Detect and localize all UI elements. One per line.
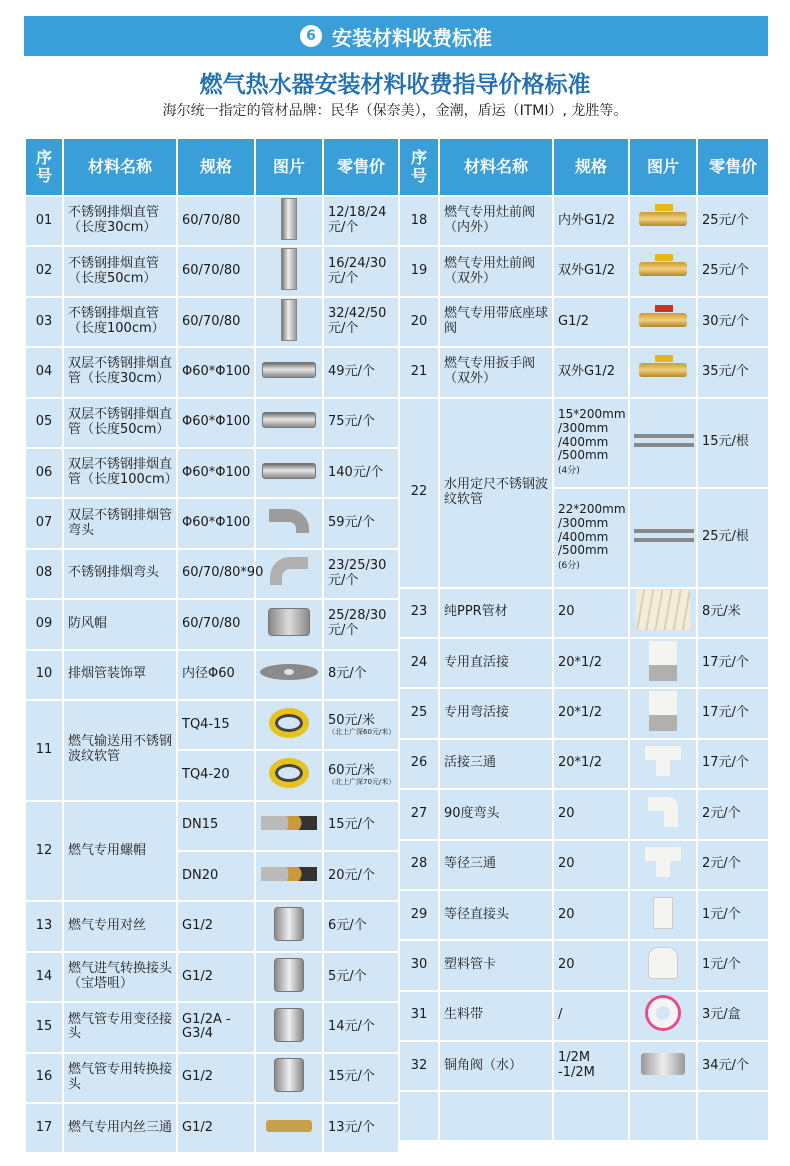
lever-valve-icon xyxy=(639,363,687,377)
item-price: 12/18/24元/个 xyxy=(323,196,399,246)
item-name: 双层不锈钢排烟管弯头 xyxy=(63,498,177,548)
table-row xyxy=(25,599,399,649)
item-spec: 20 xyxy=(553,789,629,839)
product-image-cell xyxy=(255,650,323,700)
table-row xyxy=(25,700,399,750)
table-row xyxy=(25,347,399,397)
product-image-cell xyxy=(255,398,323,448)
header-price: 零售价 xyxy=(323,138,399,196)
item-spec xyxy=(553,488,629,588)
table-row xyxy=(25,398,399,448)
ppr-elbow-icon xyxy=(648,797,678,827)
item-price: 17元/个 xyxy=(697,688,769,738)
price-text: 20元/个 xyxy=(328,867,375,883)
item-spec: 20 xyxy=(553,840,629,890)
price-text: 15元/根 xyxy=(702,434,749,450)
header-name: 材料名称 xyxy=(63,138,177,196)
hose-barb-icon xyxy=(274,958,304,992)
table-row xyxy=(399,196,769,246)
table-row xyxy=(25,297,399,347)
price-table-left xyxy=(24,137,400,1154)
item-spec: 20 xyxy=(553,940,629,990)
item-name: 双层不锈钢排烟直管（长度100cm） xyxy=(63,448,177,498)
item-number: 25 xyxy=(399,688,439,738)
item-price: 6元/个 xyxy=(323,901,399,951)
table-row xyxy=(399,588,769,638)
item-name: 塑料管卡 xyxy=(439,940,553,990)
price-note: （北上广深60元/米） xyxy=(328,727,396,736)
table-row xyxy=(399,890,769,940)
table-row xyxy=(25,1053,399,1103)
item-number: 21 xyxy=(399,347,439,397)
price-table-right xyxy=(398,137,770,1142)
table-header-row xyxy=(25,138,399,196)
straight-pipe-icon xyxy=(281,248,297,290)
item-spec: G1/2 xyxy=(553,297,629,347)
double-pipe-icon xyxy=(262,412,316,428)
product-image-cell xyxy=(629,1041,697,1091)
item-spec: 20*1/2 xyxy=(553,638,629,688)
item-price: 14元/个 xyxy=(323,1002,399,1052)
product-image-cell xyxy=(255,1002,323,1052)
item-spec: G1/2 xyxy=(177,901,255,951)
item-spec xyxy=(177,851,255,901)
item-number: 03 xyxy=(25,297,63,347)
item-name: 双层不锈钢排烟直管（长度50cm） xyxy=(63,398,177,448)
item-price: 17元/个 xyxy=(697,739,769,789)
item-name: 活接三通 xyxy=(439,739,553,789)
item-number: 28 xyxy=(399,840,439,890)
item-number: 08 xyxy=(25,549,63,599)
item-number: 02 xyxy=(25,246,63,296)
product-image-cell xyxy=(629,196,697,246)
table-row xyxy=(399,246,769,296)
item-name: 专用弯活接 xyxy=(439,688,553,738)
item-number: 19 xyxy=(399,246,439,296)
product-image-cell xyxy=(255,1053,323,1103)
elbow-pipe-icon xyxy=(270,557,308,585)
steel-hose-icon xyxy=(634,434,694,447)
item-name: 排烟管装饰罩 xyxy=(63,650,177,700)
item-name: 燃气专用扳手阀（双外） xyxy=(439,347,553,397)
empty-cell xyxy=(439,1091,553,1141)
item-spec: 60/70/80 xyxy=(177,196,255,246)
item-name: 燃气管专用变径接头 xyxy=(63,1002,177,1052)
double-elbow-icon xyxy=(269,509,309,533)
wind-cap-icon xyxy=(268,608,310,636)
item-spec: 双外G1/2 xyxy=(553,347,629,397)
spec-count: (6分) xyxy=(558,561,580,572)
product-image-cell xyxy=(629,488,697,588)
straight-pipe-icon xyxy=(281,198,297,240)
item-price: 5元/个 xyxy=(323,952,399,1002)
brand-note: 海尔统一指定的管材品牌：民华（保奈美），金潮，盾运（ITMI）, 龙胜等。 xyxy=(162,103,628,119)
item-spec xyxy=(177,750,255,800)
item-number: 15 xyxy=(25,1002,63,1052)
empty-cell xyxy=(553,1091,629,1141)
item-number: 18 xyxy=(399,196,439,246)
ppr-pipe-icon xyxy=(636,590,690,630)
item-price xyxy=(323,700,399,750)
spec-text: DN20 xyxy=(182,867,219,883)
item-price: 25元/个 xyxy=(697,196,769,246)
header-spec: 规格 xyxy=(553,138,629,196)
product-image-cell xyxy=(255,498,323,548)
product-image-cell xyxy=(255,246,323,296)
item-price: 8元/米 xyxy=(697,588,769,638)
item-name: 燃气进气转换接头（宝塔咀） xyxy=(63,952,177,1002)
ppr-coupler-icon xyxy=(653,897,673,929)
table-row xyxy=(25,196,399,246)
item-number: 13 xyxy=(25,901,63,951)
item-price xyxy=(323,851,399,901)
item-number: 12 xyxy=(25,801,63,902)
item-spec: 双外G1/2 xyxy=(553,246,629,296)
item-number: 04 xyxy=(25,347,63,397)
product-image-cell xyxy=(629,638,697,688)
item-spec: 20*1/2 xyxy=(553,688,629,738)
item-number: 23 xyxy=(399,588,439,638)
table-row xyxy=(399,347,769,397)
table-row xyxy=(25,549,399,599)
table-row xyxy=(25,901,399,951)
item-price: 75元/个 xyxy=(323,398,399,448)
item-number: 26 xyxy=(399,739,439,789)
header-price: 零售价 xyxy=(697,138,769,196)
item-price: 2元/个 xyxy=(697,840,769,890)
item-number: 05 xyxy=(25,398,63,448)
item-name: 不锈钢排烟弯头 xyxy=(63,549,177,599)
product-image-cell xyxy=(255,851,323,901)
union-tee-icon xyxy=(645,746,681,776)
item-price: 3元/盒 xyxy=(697,991,769,1041)
item-spec xyxy=(177,700,255,750)
product-image-cell xyxy=(255,901,323,951)
product-image-cell xyxy=(629,890,697,940)
product-image-cell xyxy=(255,549,323,599)
product-image-cell xyxy=(255,297,323,347)
item-number: 27 xyxy=(399,789,439,839)
item-number: 16 xyxy=(25,1053,63,1103)
item-name: 不锈钢排烟直管（长度30cm） xyxy=(63,196,177,246)
item-price: 25/28/30元/个 xyxy=(323,599,399,649)
item-spec: G1/2 xyxy=(177,952,255,1002)
product-image-cell xyxy=(629,688,697,738)
item-name: 燃气专用螺帽 xyxy=(63,801,177,902)
item-spec: Φ60*Φ100 xyxy=(177,398,255,448)
item-spec: 20 xyxy=(553,890,629,940)
item-name: 不锈钢排烟直管（长度50cm） xyxy=(63,246,177,296)
table-row xyxy=(399,688,769,738)
product-image-cell xyxy=(255,599,323,649)
straight-pipe-icon xyxy=(281,299,297,341)
adapter-icon xyxy=(274,1058,304,1092)
straight-union-icon xyxy=(649,641,677,681)
item-price: 1元/个 xyxy=(697,940,769,990)
item-price: 32/42/50元/个 xyxy=(323,297,399,347)
product-image-cell xyxy=(629,789,697,839)
item-spec: / xyxy=(553,991,629,1041)
item-spec: 20*1/2 xyxy=(553,739,629,789)
item-spec: G1/2 xyxy=(177,1103,255,1153)
steel-hose-icon xyxy=(634,529,694,542)
section-banner-text: 安装材料收费标准 xyxy=(332,25,492,50)
header-spec: 规格 xyxy=(177,138,255,196)
spec-text: DN15 xyxy=(182,817,219,833)
page-title: 燃气热水器安装材料收费指导价格标准 xyxy=(199,72,591,98)
item-spec: 60/70/80 xyxy=(177,297,255,347)
item-price: 1元/个 xyxy=(697,890,769,940)
item-spec: Φ60*Φ100 xyxy=(177,498,255,548)
item-name: 纯PPR管材 xyxy=(439,588,553,638)
table-row xyxy=(25,448,399,498)
table-row xyxy=(399,638,769,688)
item-spec: G1/2 xyxy=(177,1053,255,1103)
price-text: 50元/米 xyxy=(328,712,375,728)
cover-plate-icon xyxy=(260,664,318,680)
item-price: 140元/个 xyxy=(323,448,399,498)
empty-cell xyxy=(697,1091,769,1141)
product-image-cell xyxy=(629,246,697,296)
item-price xyxy=(323,801,399,851)
item-price xyxy=(697,398,769,488)
product-image-cell xyxy=(629,739,697,789)
table-row xyxy=(399,789,769,839)
table-row xyxy=(399,840,769,890)
item-price: 59元/个 xyxy=(323,498,399,548)
product-image-cell xyxy=(629,347,697,397)
product-image-cell xyxy=(629,940,697,990)
brass-tee-icon xyxy=(266,1120,312,1132)
angle-valve-icon xyxy=(641,1053,685,1075)
table-row xyxy=(399,739,769,789)
item-name: 燃气专用内丝三通 xyxy=(63,1103,177,1153)
empty-cell xyxy=(629,1091,697,1141)
item-number: 32 xyxy=(399,1041,439,1091)
nut-set-icon xyxy=(261,867,317,881)
item-name: 燃气专用对丝 xyxy=(63,901,177,951)
item-spec xyxy=(177,801,255,851)
spec-count: (4分) xyxy=(558,466,580,477)
product-image-cell xyxy=(255,700,323,750)
item-number: 31 xyxy=(399,991,439,1041)
item-spec: 20 xyxy=(553,588,629,638)
item-name: 燃气专用带底座球阀 xyxy=(439,297,553,347)
table-row xyxy=(25,952,399,1002)
product-image-cell xyxy=(629,398,697,488)
table-row xyxy=(399,991,769,1041)
item-name: 专用直活接 xyxy=(439,638,553,688)
spec-text: 15*200mm /300mm /400mm /500mm xyxy=(558,407,626,463)
table-row xyxy=(25,650,399,700)
product-image-cell xyxy=(255,750,323,800)
item-name: 等径直接头 xyxy=(439,890,553,940)
gas-valve-icon xyxy=(639,262,687,276)
table-row xyxy=(25,1002,399,1052)
item-price xyxy=(697,488,769,588)
pipe-clip-icon xyxy=(648,947,678,979)
table-row xyxy=(25,498,399,548)
product-image-cell xyxy=(629,588,697,638)
item-number: 11 xyxy=(25,700,63,801)
table-row xyxy=(399,297,769,347)
item-number: 06 xyxy=(25,448,63,498)
item-spec: 60/70/80*90 xyxy=(177,549,255,599)
item-price xyxy=(323,750,399,800)
reducer-icon xyxy=(274,1008,304,1042)
header-picture: 图片 xyxy=(255,138,323,196)
yellow-hose-icon xyxy=(269,708,309,738)
price-text: 60元/米 xyxy=(328,763,375,779)
product-image-cell xyxy=(629,991,697,1041)
item-price: 13元/个 xyxy=(323,1103,399,1153)
item-price: 17元/个 xyxy=(697,638,769,688)
item-price: 49元/个 xyxy=(323,347,399,397)
item-spec: 1/2M -1/2M xyxy=(553,1041,629,1091)
section-number-badge: 6 xyxy=(300,25,322,47)
item-name: 等径三通 xyxy=(439,840,553,890)
product-image-cell xyxy=(255,448,323,498)
spec-text: TQ4-15 xyxy=(182,716,230,732)
table-row xyxy=(25,801,399,851)
item-number: 29 xyxy=(399,890,439,940)
item-spec: Φ60*Φ100 xyxy=(177,347,255,397)
item-name: 铜角阀（水） xyxy=(439,1041,553,1091)
item-price: 23/25/30元/个 xyxy=(323,549,399,599)
item-name: 燃气管专用转换接头 xyxy=(63,1053,177,1103)
header-no: 序号 xyxy=(25,138,63,196)
item-spec: Φ60*Φ100 xyxy=(177,448,255,498)
header-no: 序号 xyxy=(399,138,439,196)
item-name: 防风帽 xyxy=(63,599,177,649)
table-row xyxy=(399,1041,769,1091)
item-number: 20 xyxy=(399,297,439,347)
item-spec: 60/70/80 xyxy=(177,246,255,296)
product-image-cell xyxy=(255,1103,323,1153)
item-name: 燃气专用灶前阀（双外） xyxy=(439,246,553,296)
item-price: 8元/个 xyxy=(323,650,399,700)
double-pipe-icon xyxy=(262,463,316,479)
item-number: 07 xyxy=(25,498,63,548)
item-spec: G1/2A -G3/4 xyxy=(177,1002,255,1052)
item-number: 14 xyxy=(25,952,63,1002)
item-number: 30 xyxy=(399,940,439,990)
price-note: （北上广深70元/米） xyxy=(328,778,396,787)
product-image-cell xyxy=(255,801,323,851)
item-name: 不锈钢排烟直管（长度100cm） xyxy=(63,297,177,347)
product-image-cell xyxy=(255,196,323,246)
header-name: 材料名称 xyxy=(439,138,553,196)
item-number: 22 xyxy=(399,398,439,588)
item-price: 25元/个 xyxy=(697,246,769,296)
table-header-row xyxy=(399,138,769,196)
item-price: 2元/个 xyxy=(697,789,769,839)
ppr-tee-icon xyxy=(645,847,681,877)
header-picture: 图片 xyxy=(629,138,697,196)
item-name: 燃气专用灶前阀（内外） xyxy=(439,196,553,246)
gas-valve-icon xyxy=(639,212,687,226)
item-spec: 60/70/80 xyxy=(177,599,255,649)
product-image-cell xyxy=(629,297,697,347)
spec-text: TQ4-20 xyxy=(182,767,230,783)
item-price: 35元/个 xyxy=(697,347,769,397)
item-name: 90度弯头 xyxy=(439,789,553,839)
nipple-icon xyxy=(274,907,304,941)
section-banner xyxy=(24,16,768,56)
table-row xyxy=(399,398,769,488)
yellow-hose-icon xyxy=(269,758,309,788)
empty-cell xyxy=(399,1091,439,1141)
item-price: 30元/个 xyxy=(697,297,769,347)
item-spec: 内径Φ60 xyxy=(177,650,255,700)
table-row xyxy=(399,940,769,990)
item-spec: 内外G1/2 xyxy=(553,196,629,246)
item-price: 15元/个 xyxy=(323,1053,399,1103)
nut-set-icon xyxy=(261,816,317,830)
empty-row xyxy=(399,1091,769,1141)
item-spec xyxy=(553,398,629,488)
item-number: 10 xyxy=(25,650,63,700)
ball-valve-icon xyxy=(639,313,687,327)
double-pipe-icon xyxy=(262,362,316,378)
item-name: 燃气输送用不锈钢波纹软管 xyxy=(63,700,177,801)
elbow-union-icon xyxy=(649,691,677,731)
price-text: 15元/个 xyxy=(328,817,375,833)
item-number: 01 xyxy=(25,196,63,246)
item-name: 生料带 xyxy=(439,991,553,1041)
item-number: 09 xyxy=(25,599,63,649)
item-number: 17 xyxy=(25,1103,63,1153)
item-number: 24 xyxy=(399,638,439,688)
table-row xyxy=(25,246,399,296)
price-text: 25元/根 xyxy=(702,529,749,545)
item-price: 34元/个 xyxy=(697,1041,769,1091)
item-name: 水用定尺不锈钢波纹软管 xyxy=(439,398,553,588)
product-image-cell xyxy=(255,347,323,397)
table-row xyxy=(25,1103,399,1153)
ptfe-tape-icon xyxy=(648,998,678,1028)
product-image-cell xyxy=(629,840,697,890)
item-price: 16/24/30元/个 xyxy=(323,246,399,296)
product-image-cell xyxy=(255,952,323,1002)
spec-text: 22*200mm /300mm /400mm /500mm xyxy=(558,502,626,558)
item-name: 双层不锈钢排烟直管（长度30cm） xyxy=(63,347,177,397)
